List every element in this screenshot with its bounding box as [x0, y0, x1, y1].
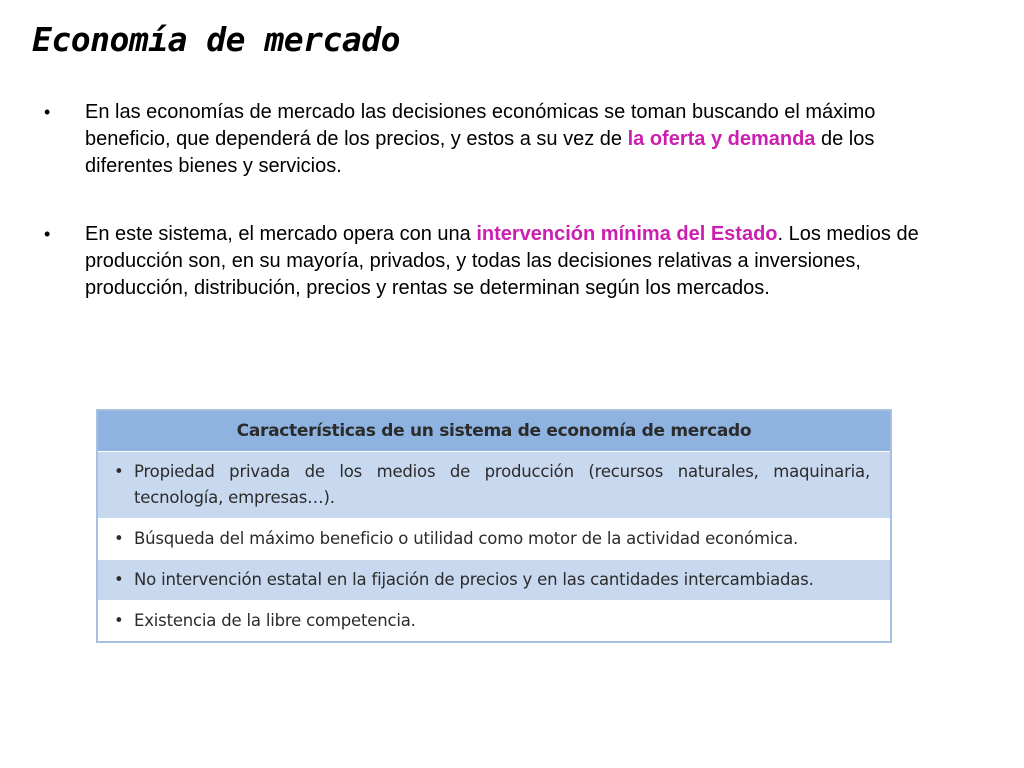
table-row-text: No intervención estatal en la fijación de precios y en las cantidades intercambiadas.	[134, 570, 814, 589]
table-header: Características de un sistema de economía de mercado	[98, 411, 890, 451]
row-bullet: •	[114, 570, 124, 589]
highlight-supply-demand: la oferta y demanda	[627, 128, 816, 150]
bullet-marker: •	[44, 224, 51, 244]
table-row-text: Existencia de la libre competencia.	[134, 611, 416, 630]
bullet-text: En las economías de mercado las decisiones económicas se toman buscando el máximo beneficio, que dependerá de los precios, y estos a su vez de	[85, 101, 876, 150]
bullet-item-market-decisions	[40, 99, 920, 180]
table-row-text: Propiedad privada de los medios de producción (recursos naturales, maquinaria, tecnología, empresas…).	[134, 462, 870, 507]
bullet-marker: •	[44, 102, 51, 122]
row-bullet: •	[114, 611, 124, 630]
bullet-text: de los diferentes bienes y servicios.	[85, 128, 875, 177]
table-row	[98, 559, 890, 600]
table-row	[98, 518, 890, 559]
row-bullet: •	[114, 462, 124, 481]
bullet-text: . Los medios de producción son, en su mayoría, privados, y todas las decisiones relativas a inversiones, producción, distribución, precios y rentas se determinan según los mercados.	[85, 223, 919, 299]
bullet-list	[40, 99, 920, 343]
row-bullet: •	[114, 529, 124, 548]
bullet-text: En este sistema, el mercado opera con una	[85, 223, 477, 245]
table-row	[98, 600, 890, 641]
slide-title: Economía de mercado	[32, 20, 400, 59]
table-row-text: Búsqueda del máximo beneficio o utilidad como motor de la actividad económica.	[134, 529, 799, 548]
highlight-minimal-state: intervención mínima del Estado	[476, 223, 778, 245]
characteristics-table	[96, 409, 892, 643]
bullet-item-state-intervention	[40, 221, 920, 302]
table-row	[98, 451, 890, 518]
